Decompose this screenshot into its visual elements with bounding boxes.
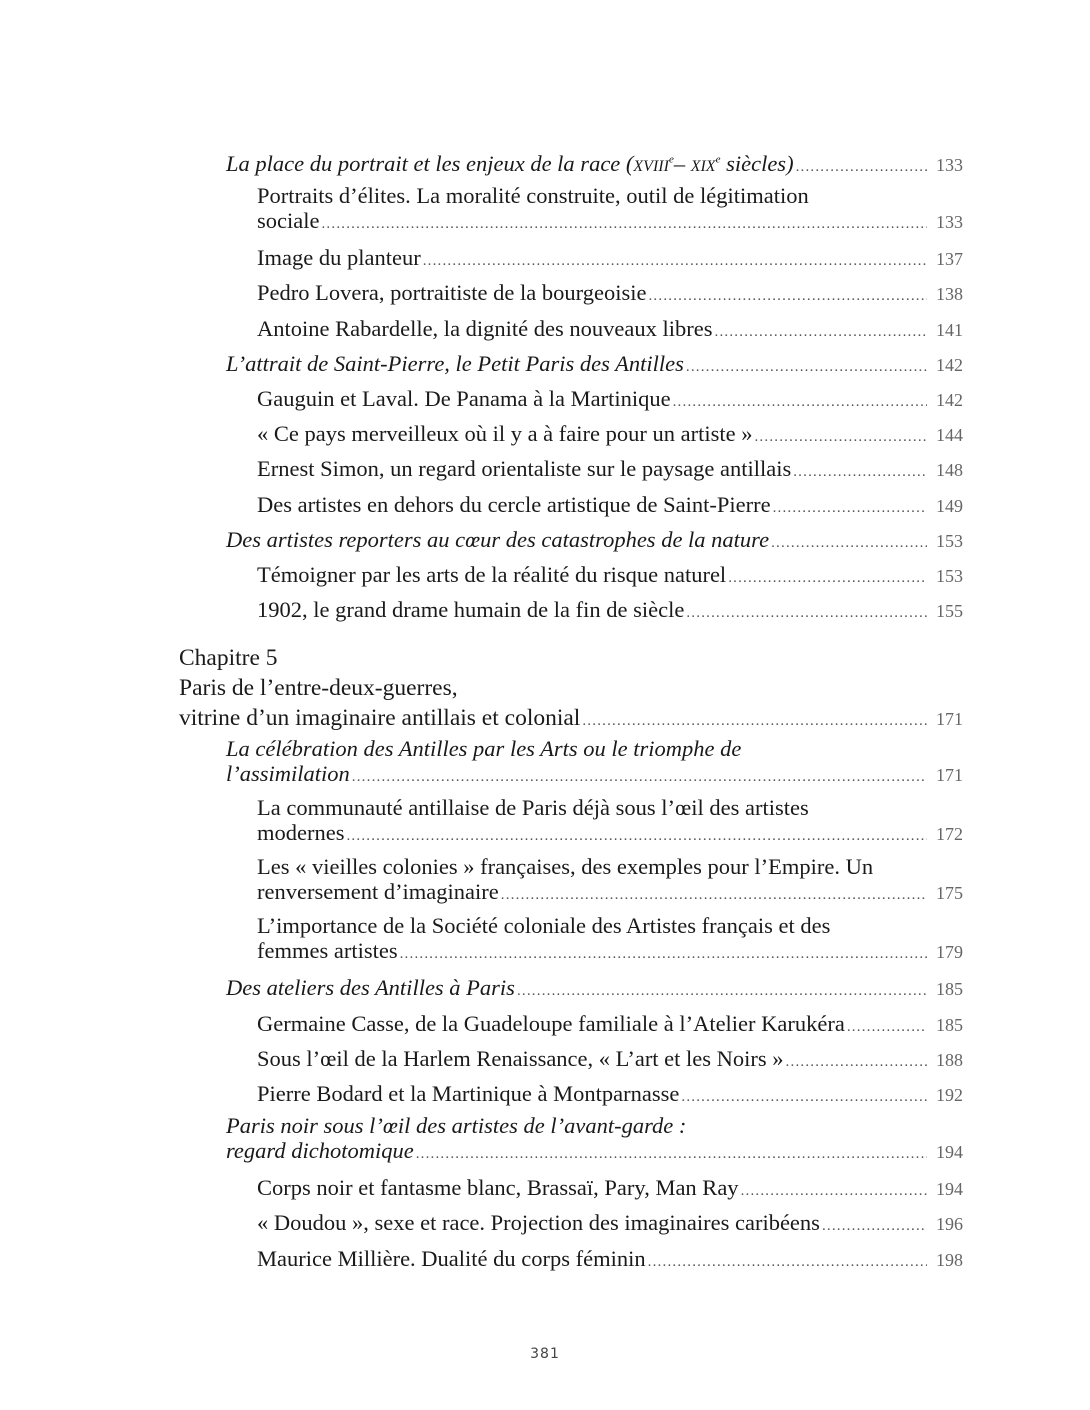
- toc-entry-portraits-elites[interactable]: [179, 183, 963, 237]
- toc-page-number: 188: [936, 1049, 963, 1070]
- toc-title: « Doudou », sexe et race. Projection des imaginaires caribéens: [257, 1210, 820, 1236]
- toc-title: Témoigner par les arts de la réalité du risque naturel: [257, 562, 727, 588]
- dot-leader: [400, 941, 927, 967]
- toc-section-reporters[interactable]: [179, 524, 963, 559]
- toc-section-portrait[interactable]: [179, 148, 963, 183]
- toc-page-number: 194: [936, 1179, 963, 1200]
- dot-leader: [715, 317, 928, 348]
- toc-title-line1: Les « vieilles colonies » françaises, des exemples pour l’Empire. Un: [257, 854, 874, 880]
- toc-title: Des ateliers des Antilles à Paris: [226, 975, 515, 1001]
- dot-leader: [686, 598, 927, 629]
- toc-page-number: 138: [936, 284, 963, 305]
- toc-title: Antoine Rabardelle, la dignité des nouveaux libres: [257, 315, 713, 341]
- dot-leader: [346, 823, 927, 849]
- dot-leader: [796, 152, 927, 183]
- toc-page-number: 137: [936, 249, 963, 270]
- toc-page-number: 153: [936, 530, 963, 551]
- toc-entry-bodard[interactable]: [179, 1078, 963, 1113]
- toc-entry-communaute[interactable]: [179, 795, 963, 849]
- toc-entry-drame-1902[interactable]: [179, 594, 963, 629]
- dot-leader: [686, 352, 927, 383]
- toc-entry-milliere[interactable]: [179, 1243, 963, 1278]
- toc-section-celebration[interactable]: [179, 736, 963, 790]
- toc-page-number: 148: [936, 460, 963, 481]
- toc-title-line2: femmes artistes: [257, 938, 398, 964]
- toc-page-number: 179: [936, 942, 963, 963]
- toc-page-number: 155: [936, 601, 963, 622]
- dot-leader: [754, 422, 927, 453]
- toc-entry-doudou[interactable]: [179, 1207, 963, 1242]
- toc-section-ateliers[interactable]: [179, 972, 963, 1007]
- chapter-title-line1: Paris de l’entre-deux-guerres,: [179, 675, 458, 702]
- toc-title-line2: l’assimilation: [226, 761, 350, 787]
- dot-leader: [741, 1176, 927, 1207]
- dot-leader: [673, 387, 927, 418]
- toc-entry-temoigner[interactable]: [179, 559, 963, 594]
- toc-page-number: 142: [936, 354, 963, 375]
- toc-entry-societe-coloniale[interactable]: [179, 913, 963, 967]
- toc-title-line2: sociale: [257, 208, 320, 234]
- dot-leader: [681, 1082, 927, 1113]
- toc-section-saint-pierre[interactable]: [179, 348, 963, 383]
- toc-title: L’attrait de Saint-Pierre, le Petit Paris des Antilles: [226, 350, 684, 376]
- toc-page-number: 185: [936, 1014, 963, 1035]
- dot-leader: [793, 457, 927, 488]
- toc-title-line1: L’importance de la Société coloniale des Artistes français et des: [257, 913, 831, 939]
- toc-entry-vieilles-colonies[interactable]: [179, 854, 963, 908]
- toc-title-line1: Portraits d’élites. La moralité construite, outil de légitimation: [257, 183, 809, 209]
- toc-title: « Ce pays merveilleux où il y a à faire pour un artiste »: [257, 421, 753, 447]
- toc-entry-gauguin[interactable]: [179, 383, 963, 418]
- toc-title: Des artistes reporters au cœur des catastrophes de la nature: [226, 526, 770, 552]
- toc-entry-planteur[interactable]: [179, 242, 963, 277]
- toc-page-number: 149: [936, 495, 963, 516]
- toc-page-number: 141: [936, 319, 963, 340]
- dot-leader: [771, 528, 927, 559]
- toc-title: La place du portrait et les enjeux de la race (xviii$^e$– xix$^e$ siècles): [226, 151, 794, 176]
- dot-leader: [517, 976, 927, 1007]
- toc-page-number: 142: [936, 390, 963, 411]
- toc-title: 1902, le grand drame humain de la fin de siècle: [257, 597, 685, 623]
- dot-leader: [786, 1047, 927, 1078]
- toc-title: Corps noir et fantasme blanc, Brassaï, Pary, Man Ray: [257, 1175, 739, 1201]
- toc-entry-corps-noir[interactable]: [179, 1172, 963, 1207]
- dot-leader: [582, 706, 927, 736]
- toc-title: Maurice Millière. Dualité du corps féminin: [257, 1245, 646, 1271]
- toc-title: Pedro Lovera, portraitiste de la bourgeoisie: [257, 280, 647, 306]
- chapter-title-line2: vitrine d’un imaginaire antillais et colonial: [179, 705, 581, 732]
- toc-page-number: 153: [936, 566, 963, 587]
- dot-leader: [501, 882, 927, 908]
- dot-leader: [648, 1247, 927, 1278]
- toc-page-number: 133: [936, 155, 963, 175]
- toc-page-number: 172: [936, 824, 963, 845]
- toc-title-line1: La célébration des Antilles par les Arts ou le triomphe de: [226, 736, 742, 762]
- dot-leader: [423, 246, 927, 277]
- toc-page-number: 171: [936, 765, 963, 786]
- toc-title-line1: La communauté antillaise de Paris déjà sous l’œil des artistes: [257, 795, 809, 821]
- toc-title: Des artistes en dehors du cercle artistique de Saint-Pierre: [257, 491, 771, 517]
- toc-page-number: 192: [936, 1085, 963, 1106]
- dot-leader: [321, 211, 927, 237]
- dot-leader: [352, 764, 927, 790]
- toc-chapter-5[interactable]: [179, 643, 963, 736]
- toc-entry-rabardelle[interactable]: [179, 313, 963, 348]
- dot-leader: [847, 1012, 927, 1043]
- toc-entry-harlem[interactable]: [179, 1043, 963, 1078]
- dot-leader: [822, 1211, 927, 1242]
- toc-entry-hors-cercle[interactable]: [179, 489, 963, 524]
- toc-title: Gauguin et Laval. De Panama à la Martinique: [257, 386, 671, 412]
- toc-title-line2: regard dichotomique: [226, 1138, 414, 1164]
- table-of-contents: [179, 148, 963, 1278]
- toc-page-number: 194: [936, 1142, 963, 1163]
- chapter-label: Chapitre 5: [179, 645, 278, 672]
- toc-page-number: 171: [936, 709, 963, 730]
- toc-title: Sous l’œil de la Harlem Renaissance, « L’art et les Noirs »: [257, 1045, 784, 1071]
- toc-title: Ernest Simon, un regard orientaliste sur le paysage antillais: [257, 456, 792, 482]
- toc-entry-ce-pays[interactable]: [179, 418, 963, 453]
- page-number: 381: [530, 1346, 560, 1362]
- toc-title: Pierre Bodard et la Martinique à Montparnasse: [257, 1081, 680, 1107]
- toc-page-number: 144: [936, 425, 963, 446]
- toc-entry-casse[interactable]: [179, 1008, 963, 1043]
- toc-page-number: 198: [936, 1249, 963, 1270]
- toc-title: Germaine Casse, de la Guadeloupe familiale à l’Atelier Karukéra: [257, 1010, 845, 1036]
- toc-page-number: 185: [936, 979, 963, 1000]
- toc-page-number: 133: [936, 212, 963, 233]
- toc-page-number: 175: [936, 883, 963, 904]
- toc-title: Image du planteur: [257, 245, 421, 271]
- toc-title-line1: Paris noir sous l’œil des artistes de l’avant-garde :: [226, 1113, 687, 1139]
- dot-leader: [773, 493, 927, 524]
- dot-leader: [416, 1141, 927, 1167]
- dot-leader: [648, 281, 927, 312]
- toc-title-line2: modernes: [257, 820, 345, 846]
- toc-entry-lovera[interactable]: [179, 277, 963, 312]
- toc-section-paris-noir[interactable]: [179, 1113, 963, 1167]
- toc-entry-simon[interactable]: [179, 453, 963, 488]
- dot-leader: [728, 563, 927, 594]
- toc-page-number: 196: [936, 1214, 963, 1235]
- toc-title-line2: renversement d’imaginaire: [257, 879, 499, 905]
